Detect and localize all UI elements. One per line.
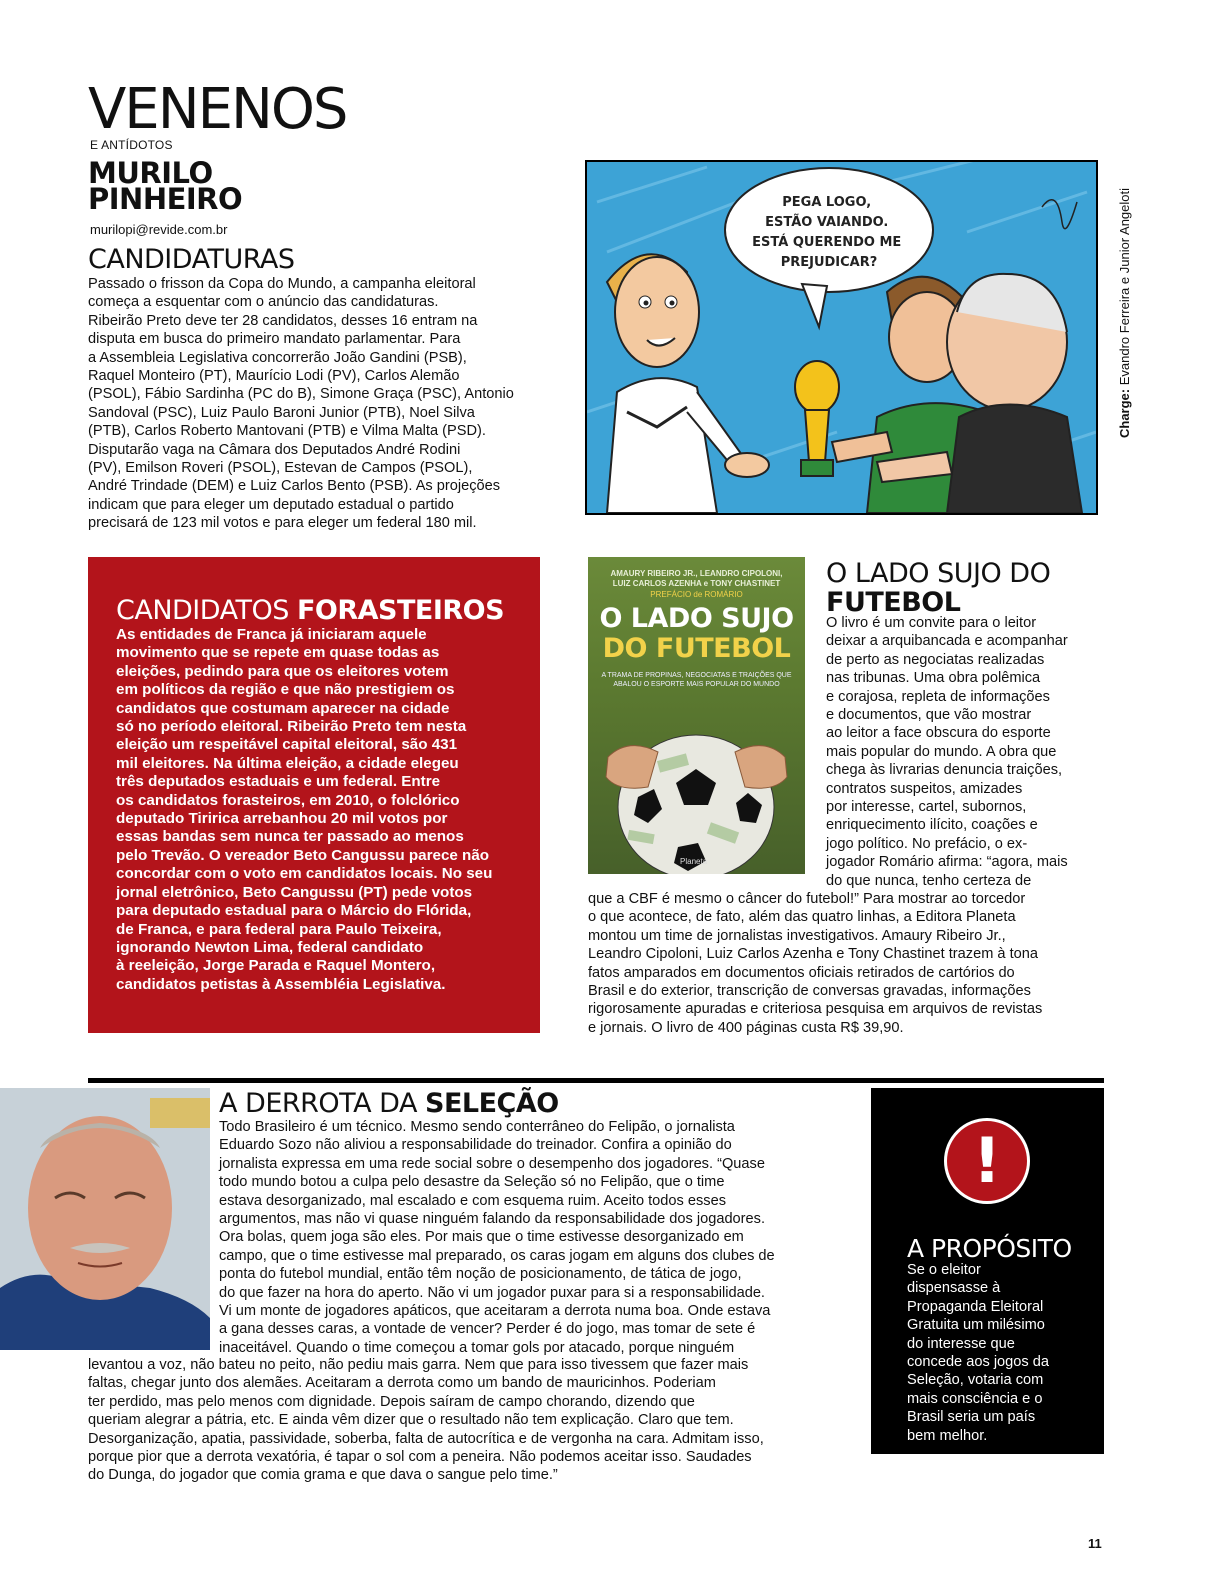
- section-divider: [88, 1078, 1104, 1083]
- text-line: de perto as negociatas realizadas: [826, 651, 1045, 668]
- heading-bold: SELEÇÃO: [425, 1088, 559, 1119]
- a-proposito-heading: A PROPÓSITO: [907, 1234, 1072, 1263]
- text-line: montou um time de jornalistas investigativos. Amaury Ribeiro Jr.,: [588, 927, 1006, 944]
- text-line: queriam alegrar a pátria, etc. E ainda vêm dizer que o resultado não tem explicação. Claro que tem.: [88, 1412, 734, 1429]
- text-line: Leandro Cipoloni, Luiz Carlos Azenha e Tony Chastinet trazem à tona: [588, 946, 1038, 963]
- section-masthead: VENENOS: [88, 77, 347, 142]
- text-line: eleição um respeitável capital eleitoral, são 431: [116, 736, 458, 754]
- forasteiros-article: [116, 626, 521, 994]
- text-line: rigorosamente apuradas e criteriosa pesquisa em arquivos de revistas: [588, 1001, 1043, 1018]
- coach-photo: [0, 1088, 210, 1350]
- text-line: os candidatos forasteiros, em 2010, o folclórico: [116, 791, 460, 809]
- text-line: e documentos, que vão mostrar: [826, 707, 1032, 724]
- forasteiros-heading: [116, 597, 504, 624]
- text-line: de Franca, e para federal para Paulo Teixeira,: [116, 920, 442, 938]
- speech-line-3: ESTÁ QUERENDO ME: [752, 235, 902, 250]
- text-line: a Assembleia Legislativa concorrerão João Gandini (PSB),: [88, 349, 467, 366]
- text-line: Seleção, votaria com: [907, 1372, 1044, 1389]
- book-authors-2: LUIZ CARLOS AZENHA e TONY CHASTINET: [612, 579, 781, 588]
- text-line: por interesse, cartel, subornos,: [826, 799, 1027, 816]
- text-line: do que nunca, tenho certeza de: [826, 872, 1032, 889]
- text-line: em políticos da região e que não prestigiem os: [116, 681, 455, 699]
- text-line: candidatos petistas à Assembléia Legislativa.: [116, 975, 446, 993]
- text-line: mais popular do mundo. A obra que: [826, 743, 1057, 760]
- text-line: nas tribunas. Uma obra polêmica: [826, 670, 1041, 687]
- text-line: Desorganização, apatia, passividade, soberba, falta de autocrítica e de vergonha na cara. Admitam isso,: [88, 1430, 764, 1447]
- text-line: argumentos, mas não vi quase ninguém falando da responsabilidade dos jogadores.: [219, 1211, 766, 1228]
- coach-portrait: [0, 1088, 210, 1350]
- section-subhead: E ANTÍDOTOS: [90, 138, 173, 152]
- text-line: ponta do futebol mundial, então têm noção de posicionamento, de tática de jogo,: [219, 1266, 742, 1283]
- cartoon-illustration: [587, 162, 1096, 513]
- text-line: Todo Brasileiro é um técnico. Mesmo sendo conterrâneo do Felipão, o jornalista: [219, 1119, 735, 1135]
- text-line: fatos amparados em documentos oficiais retirados de cartórios do: [588, 964, 1015, 981]
- text-line: Propaganda Eleitoral: [907, 1298, 1044, 1315]
- text-line: o que acontece, de fato, além das quatro linhas, a Editora Planeta: [588, 909, 1016, 926]
- text-line: jogo político. No prefácio, o ex-: [826, 835, 1028, 852]
- book-cover-subtitle: A TRAMA DE PROPINAS, NEGOCIATAS E TRAIÇÕES QUE ABALOU O ESPORTE MAIS POPULAR DO MUNDO: [601, 672, 792, 688]
- author-email[interactable]: murilopi@revide.com.br: [90, 222, 228, 237]
- text-line: só no período eleitoral. Ribeirão Preto tem nesta: [116, 718, 467, 736]
- speech-line-4: PREJUDICAR?: [780, 255, 878, 270]
- credit-names: Evandro Ferreira e Junior Angeloti: [1117, 187, 1132, 389]
- book-authors-1: AMAURY RIBEIRO JR., LEANDRO CIPOLONI,: [610, 569, 783, 578]
- text-line: Disputarão vaga na Câmara dos Deputados André Rodini: [88, 441, 461, 458]
- text-line: Passado o frisson da Copa do Mundo, a campanha eleitoral: [88, 276, 476, 292]
- text-line: concede aos jogos da: [907, 1354, 1049, 1371]
- text-line: André Trindade (DEM) e Luiz Carlos Bento (PSB). As projeções: [88, 478, 501, 495]
- text-line: Brasil e do exterior, transcrição de conversas gravadas, informações: [588, 983, 1031, 1000]
- text-line: Gratuita um milésimo: [907, 1317, 1045, 1334]
- text-line: jogador Romário afirma: “agora, mais: [826, 854, 1068, 871]
- forasteiros-box: [88, 557, 540, 1033]
- text-line: deixar a arquibancada e acompanhar: [826, 633, 1068, 650]
- text-line: ter perdido, mas pelo menos com dignidade. Depois saíram de campo chorando, dizendo que: [88, 1393, 695, 1410]
- text-line: estava desorganizado, mal escalado e com esquema ruim. Aceito todos esses: [219, 1192, 727, 1209]
- derrota-article-top: [219, 1118, 849, 1357]
- text-line: chega às livrarias denuncia traições,: [826, 762, 1063, 779]
- text-line: (PV), Emilson Roveri (PSOL), Estevan de Campos (PSOL),: [88, 460, 473, 477]
- text-line: essas bandas sem nunca ter passado ao menos: [116, 828, 464, 846]
- speech-line-1: PEGA LOGO,: [782, 195, 872, 210]
- text-line: à reeleição, Jorge Parada e Raquel Montero,: [116, 957, 436, 975]
- text-line: enriquecimento ilícito, coações e: [826, 817, 1038, 834]
- text-line: Eduardo Sozo não aliviou a responsabilidade do treinador. Confira a opinião do: [219, 1137, 732, 1154]
- text-line: (PTB), Carlos Roberto Mantovani (PTB) e Vilma Malta (PSD).: [88, 423, 486, 440]
- text-line: faltas, chegar junto dos alemães. Aceitaram a derrota como um bando de mauricinhos. Poderiam: [88, 1375, 716, 1392]
- text-line: e corajosa, repleta de informações: [826, 688, 1050, 705]
- page-number: 11: [1088, 1536, 1102, 1551]
- author-first-name: MURILO: [88, 156, 213, 190]
- candidaturas-heading: CANDIDATURAS: [88, 244, 295, 275]
- lado-sujo-heading: [826, 559, 1050, 617]
- text-line: indicam que para eleger um deputado estadual o partido: [88, 496, 454, 513]
- text-line: jornal eletrônico, Beto Cangussu (PT) pede votos: [116, 883, 473, 901]
- lado-sujo-article-bottom: [588, 890, 1098, 1037]
- cartoon-credit: [1103, 148, 1132, 438]
- text-line: Raquel Monteiro (PT), Maurício Lodi (PV), Carlos Alemão: [88, 368, 460, 385]
- text-line: todo mundo botou a culpa pelo desastre da Seleção só no Felipão, que o time: [219, 1174, 725, 1191]
- derrota-heading: [219, 1090, 559, 1117]
- text-line: porque pior que a derrota vexatória, é tapar o sol com a peneira. Não podemos aceitar isso. Saudades: [88, 1449, 752, 1466]
- text-line: ignorando Newton Lima, federal candidato: [116, 938, 424, 956]
- text-line: ao leitor a face obscura do esporte: [826, 725, 1051, 742]
- text-line: do Dunga, do jogador que comia grama e que dava o sangue pelo time.”: [88, 1467, 558, 1484]
- text-line: As entidades de Franca já iniciaram aquele: [116, 626, 427, 643]
- publisher-logo: Planeta: [680, 857, 708, 866]
- author-last-name: PINHEIRO: [88, 182, 243, 216]
- heading-bold: FUTEBOL: [826, 587, 961, 618]
- text-line: deputado Tiririca arrebanhou 20 mil votos por: [116, 810, 448, 828]
- heading-light: O LADO SUJO DO: [826, 558, 1051, 589]
- author-name: [88, 156, 243, 216]
- text-line: mil eleitores. Na última eleição, a cidade elegeu: [116, 754, 459, 772]
- text-line: levantou a voz, não bateu no peito, não pediu mais garra. Nem que para isso tivessem que fazer mais: [88, 1357, 749, 1373]
- text-line: pelo Trevão. O vereador Beto Cangussu parece não: [116, 846, 490, 864]
- political-cartoon: [585, 160, 1098, 515]
- credit-label: Charge:: [1117, 388, 1132, 438]
- text-line: contratos suspeitos, amizades: [826, 780, 1023, 797]
- text-line: e jornais. O livro de 400 páginas custa R$ 39,90.: [588, 1019, 904, 1036]
- text-line: campo, que o time estivesse mal preparado, os caras jogam em alguns dos clubes de: [219, 1247, 775, 1264]
- text-line: dispensasse à: [907, 1280, 1001, 1297]
- heading-light: A DERROTA DA: [219, 1088, 425, 1119]
- text-line: Sandoval (PSC), Luiz Paulo Baroni Junior (PTB), Noel Silva: [88, 404, 475, 421]
- text-line: inaceitável. Quando o time começou a tomar gols por atacado, porque ninguém: [219, 1339, 735, 1356]
- a-proposito-box: [871, 1088, 1104, 1454]
- text-line: a gana desses caras, a vontade de vencer? Perder é do jogo, mas tomar de sete é: [219, 1321, 756, 1338]
- text-line: do interesse que: [907, 1335, 1015, 1352]
- text-line: disputa em busca do primeiro mandato parlamentar. Para: [88, 331, 461, 348]
- text-line: O livro é um convite para o leitor: [826, 615, 1037, 631]
- text-line: movimento que se repete em quase todas as: [116, 644, 440, 662]
- text-line: candidatos que costumam aparecer na cidade: [116, 699, 450, 717]
- book-preface: PREFÁCIO de ROMÁRIO: [650, 590, 743, 599]
- a-proposito-text: [907, 1261, 1087, 1445]
- heading-bold: FORASTEIROS: [296, 595, 505, 626]
- text-line: bem melhor.: [907, 1427, 988, 1444]
- candidaturas-article: [88, 275, 538, 533]
- text-line: começa a esquentar com o anúncio das candidaturas.: [88, 294, 439, 311]
- text-line: do que fazer na hora do aperto. Não vi um jogador puxar para si a responsabilidade.: [219, 1284, 765, 1301]
- heading-light: CANDIDATOS: [116, 595, 297, 626]
- derrota-article-bottom: [88, 1356, 848, 1485]
- book-cover-title-1: O LADO SUJO: [599, 603, 794, 634]
- book-cover-image: [588, 557, 805, 874]
- text-line: três deputados estaduais e um federal. Entre: [116, 773, 441, 791]
- text-line: (PSOL), Fábio Sardinha (PC do B), Simone Graça (PSC), Antonio: [88, 386, 514, 403]
- text-line: Ora bolas, quem joga são eles. Por mais que o time estivesse desorganizado em: [219, 1229, 744, 1246]
- text-line: que a CBF é mesmo o câncer do futebol!” Para mostrar ao torcedor: [588, 891, 1026, 907]
- soccer-ball-illustration: [588, 697, 805, 874]
- text-line: mais consciência e o: [907, 1390, 1043, 1407]
- book-cover-title-2: DO FUTEBOL: [602, 633, 791, 664]
- text-line: jornalista expressa em uma rede social sobre o desempenho dos jogadores. “Quase: [219, 1155, 765, 1172]
- speech-line-2: ESTÃO VAIANDO.: [765, 215, 889, 230]
- text-line: concordar com o voto em candidatos locais. No seu: [116, 865, 493, 883]
- text-line: precisará de 123 mil votos e para eleger um federal 180 mil.: [88, 515, 477, 532]
- text-line: Ribeirão Preto deve ter 28 candidatos, desses 16 entram na: [88, 312, 478, 329]
- text-line: Vi um monte de jogadores apáticos, que aceitaram a derrota numa boa. Onde estava: [219, 1303, 771, 1320]
- text-line: Se o eleitor: [907, 1262, 981, 1278]
- lado-sujo-article-top: [826, 614, 1098, 890]
- text-line: para deputado estadual para o Márcio do Flórida,: [116, 902, 472, 920]
- text-line: eleições, pedindo para que os eleitores votem: [116, 662, 449, 680]
- exclamation-icon: !: [944, 1118, 1030, 1204]
- text-line: Brasil seria um país: [907, 1409, 1036, 1426]
